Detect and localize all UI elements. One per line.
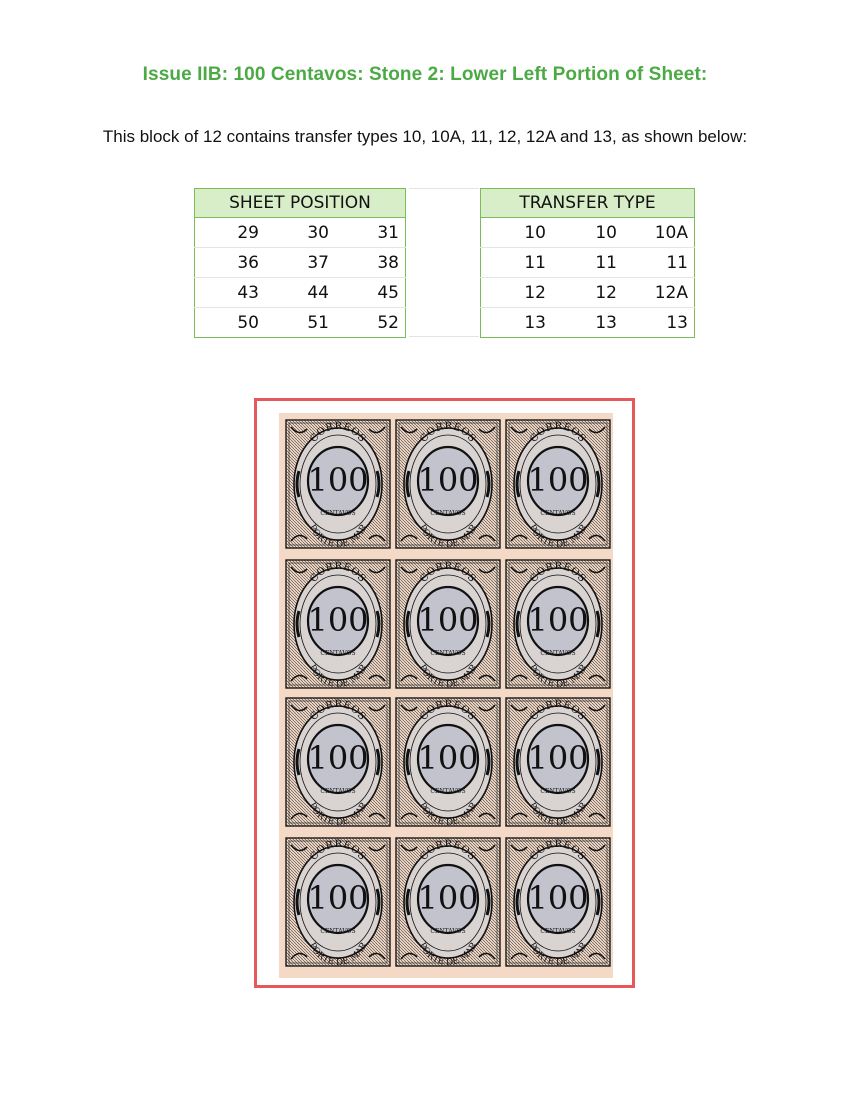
stamp-block-frame [254,398,635,988]
table-row [195,308,406,338]
table-cell: 31 [335,218,406,248]
svg-text:PORTE DE MAR: PORTE DE MAR [306,941,370,967]
svg-text:PORTE DE MAR: PORTE DE MAR [416,523,480,549]
svg-text:CORREOS: CORREOS [528,698,588,723]
svg-text:100: 100 [307,879,369,917]
svg-text:CENTAVOS: CENTAVOS [430,650,466,657]
svg-text:100: 100 [527,461,589,499]
table-row [481,278,695,308]
table-cell: 30 [265,218,335,248]
svg-text:CENTAVOS: CENTAVOS [320,650,356,657]
table-spacer [409,188,479,337]
svg-text:100: 100 [417,601,479,639]
svg-text:CORREOS: CORREOS [528,420,588,445]
svg-text:PORTE DE MAR: PORTE DE MAR [306,801,370,827]
intro-text: This block of 12 contains transfer types 10, 10A, 11, 12, 12A and 13, as shown below: [102,127,748,146]
svg-text:CENTAVOS: CENTAVOS [430,788,466,795]
svg-text:100: 100 [417,461,479,499]
page-title: Issue IIB: 100 Centavos: Stone 2: Lower Left Portion of Sheet: [142,64,708,85]
svg-text:CENTAVOS: CENTAVOS [430,510,466,517]
table-row [195,248,406,278]
svg-text:100: 100 [417,879,479,917]
svg-text:CENTAVOS: CENTAVOS [540,510,576,517]
svg-text:100: 100 [417,739,479,777]
table-cell: 11 [623,248,695,278]
svg-text:100: 100 [527,601,589,639]
table-cell: 13 [524,312,546,333]
stamp [285,697,391,827]
svg-text:CORREOS: CORREOS [308,560,368,585]
svg-text:CORREOS: CORREOS [528,560,588,585]
table-cell: 12 [552,278,623,308]
table-cell: 50 [237,312,259,333]
svg-text:PORTE DE MAR: PORTE DE MAR [306,663,370,689]
stamp [505,697,611,827]
stamp [285,559,391,689]
svg-text:100: 100 [527,739,589,777]
stamp [395,419,501,549]
table-row [481,218,695,248]
table-cell: 12 [481,278,553,308]
svg-text:PORTE DE MAR: PORTE DE MAR [416,941,480,967]
table-cell: 45 [335,278,406,308]
table-cell: 37 [265,248,335,278]
svg-text:100: 100 [307,739,369,777]
table-cell: 52 [377,312,399,333]
svg-text:CORREOS: CORREOS [418,698,478,723]
sheet-position-table [194,188,406,338]
table-row [195,218,406,248]
table-cell: 29 [195,218,266,248]
stamp [505,419,611,549]
stamp [505,559,611,689]
table-cell: 10A [623,218,695,248]
stamp-block-image [279,413,613,978]
svg-text:CENTAVOS: CENTAVOS [430,928,466,935]
svg-text:PORTE DE MAR: PORTE DE MAR [526,801,590,827]
svg-text:100: 100 [307,461,369,499]
table-cell: 13 [666,312,688,333]
svg-text:PORTE DE MAR: PORTE DE MAR [526,663,590,689]
svg-text:CORREOS: CORREOS [528,838,588,863]
svg-text:CENTAVOS: CENTAVOS [540,650,576,657]
table-cell: 51 [307,312,329,333]
svg-text:CORREOS: CORREOS [308,838,368,863]
svg-text:CENTAVOS: CENTAVOS [540,788,576,795]
svg-text:100: 100 [307,601,369,639]
svg-text:PORTE DE MAR: PORTE DE MAR [416,801,480,827]
stamp [395,837,501,967]
table-cell: 13 [595,312,617,333]
stamp [395,697,501,827]
table-cell: 44 [265,278,335,308]
svg-text:CORREOS: CORREOS [418,420,478,445]
svg-text:CORREOS: CORREOS [308,420,368,445]
table-cell: 36 [195,248,266,278]
table-row [195,278,406,308]
stamp [285,837,391,967]
table-cell: 43 [195,278,266,308]
table-cell: 11 [481,248,553,278]
table-row [481,248,695,278]
svg-text:CENTAVOS: CENTAVOS [320,510,356,517]
svg-text:PORTE DE MAR: PORTE DE MAR [416,663,480,689]
table-cell: 12A [623,278,695,308]
svg-text:CENTAVOS: CENTAVOS [320,788,356,795]
stamp [285,419,391,549]
sheet-position-header: SHEET POSITION [195,189,406,218]
svg-text:PORTE DE MAR: PORTE DE MAR [306,523,370,549]
svg-text:CORREOS: CORREOS [418,838,478,863]
svg-text:CENTAVOS: CENTAVOS [320,928,356,935]
table-cell: 10 [481,218,553,248]
svg-text:PORTE DE MAR: PORTE DE MAR [526,523,590,549]
transfer-type-header: TRANSFER TYPE [481,189,695,218]
table-cell: 10 [552,218,623,248]
svg-text:CORREOS: CORREOS [308,698,368,723]
svg-text:100: 100 [527,879,589,917]
transfer-type-table [480,188,695,338]
table-row [481,308,695,338]
stamp [395,559,501,689]
table-cell: 38 [335,248,406,278]
svg-text:CORREOS: CORREOS [418,560,478,585]
stamp [505,837,611,967]
svg-text:PORTE DE MAR: PORTE DE MAR [526,941,590,967]
table-cell: 11 [552,248,623,278]
svg-text:CENTAVOS: CENTAVOS [540,928,576,935]
